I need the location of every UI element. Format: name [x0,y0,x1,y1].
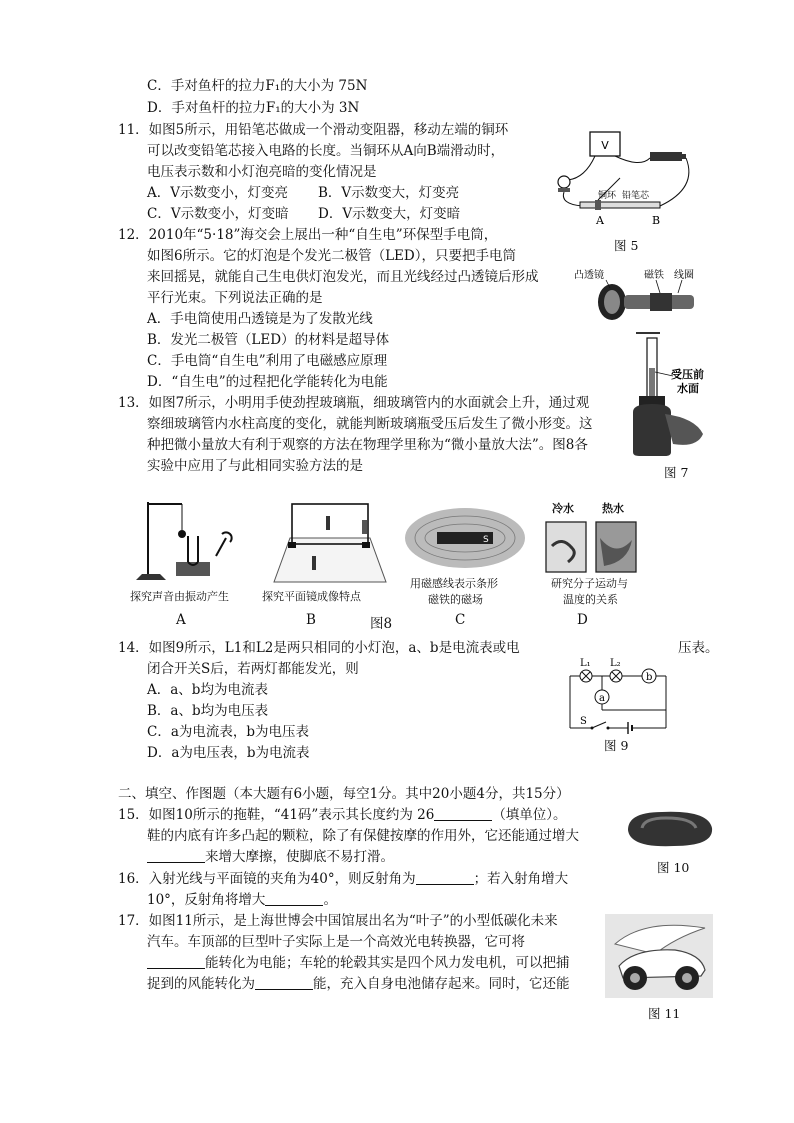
q16-stem-line1 [118,869,568,889]
figure-10-caption: 图 10 [657,860,690,875]
q15-blank-1[interactable] [434,806,492,821]
figure-8b-description: 探究平面镜成像特点 [262,590,361,603]
figure-8d-description-line1: 研究分子运动与 [551,577,628,590]
figure-8c-description-line2: 磁铁的磁场 [428,593,483,606]
q16-line2-end: 。 [323,892,337,908]
figure-5-circuit [540,128,700,228]
figure-11-leaf-car [605,914,713,998]
q13-stem-line4: 实验中应用了与此相同实验方法的是 [147,458,363,474]
q17-blank-1[interactable] [147,954,205,969]
q14-option-b: B．a、b均为电压表 [147,703,269,719]
q10-option-c: C．手对鱼杆的拉力F₁的大小为 75N [147,78,368,94]
q17-line4-start: 捉到的风能转化为 [147,976,255,992]
figure-9-caption: 图 9 [604,738,629,753]
q14-stem-line1-end: 压表。 [678,640,719,656]
q11-option-d: D．V示数变大，灯变暗 [318,206,461,222]
fig9-meter-a: a [599,693,605,704]
q16-line2-start: 10°，反射角将增大 [147,892,266,908]
figure-8b-plane-mirror [262,498,390,586]
fig6-magnet-label: 磁铁 [644,270,664,281]
q14-stem-line2: 闭合开关S后，若两灯都能发光，则 [147,661,359,677]
figure-5-caption: 图 5 [614,238,639,253]
figure-8a-tuning-fork [132,496,234,586]
q11-option-b: B．V示数变大，灯变亮 [318,185,460,201]
figure-9-circuit [562,652,674,738]
q14-option-a: A．a、b均为电流表 [147,682,268,698]
section-2-heading: 二、填空、作图题（本大题有6小题，每空1分。其中20小题4分，共15分） [118,786,570,802]
q15-line3-end: 来增大摩擦，使脚底不易打滑。 [205,849,394,865]
q10-option-d: D．手对鱼杆的拉力F₁的大小为 3N [147,100,360,116]
q11-stem-line1: 11．如图5所示，用铅笔芯做成一个滑动变阻器，移动左端的铜环 [118,122,509,138]
fig9-meter-b: b [646,672,653,683]
figure-8a-letter: A [176,612,186,628]
q15-stem-line2: 鞋的内底有许多凸起的颗粒，除了有保健按摩的作用外，它还能通过增大 [147,828,579,844]
voltmeter-label: V [601,139,609,152]
q17-line4-end: 能，充入自身电池储存起来。同时，它还能 [313,976,570,992]
figure-8d-letter: D [577,612,588,628]
fig7-label-line2: 水面 [677,382,699,395]
q16-line1-start: 16．入射光线与平面镜的夹角为40°，则反射角为 [118,871,416,887]
fig5-point-b: B [652,214,661,227]
q12-option-c: C．手电筒“自生电”利用了电磁感应原理 [147,353,388,369]
q15-stem-line3 [147,847,394,867]
figure-11-caption: 图 11 [648,1006,681,1021]
fig8d-hot-label: 热水 [602,502,624,515]
fig5-ring-label: 铜环 [598,191,617,201]
q17-stem-line2: 汽车。车顶部的巨型叶子实际上是一个高效光电转换器，它可将 [147,934,525,950]
q17-stem-line1: 17．如图11所示，是上海世博会中国馆展出名为“叶子”的小型低碳化未来 [118,913,558,929]
q12-option-d: D．“自生电”的过程把化学能转化为电能 [147,374,388,390]
q16-blank-2[interactable] [265,891,323,906]
q16-stem-line2 [147,890,337,910]
q16-line1-end: ；若入射角增大 [473,871,569,887]
figure-6-flashlight [570,266,705,332]
q14-option-c: C．a为电流表，b为电压表 [147,724,310,740]
figure-8d-beakers [542,518,642,574]
figure-7-caption: 图 7 [664,465,689,480]
figure-7-bottle [625,334,715,458]
q15-stem-line1 [118,805,567,825]
q12-stem-line2: 如图6所示。它的灯泡是个发光二极管（LED），只要把手电筒 [147,248,516,264]
q14-option-d: D．a为电压表，b为电流表 [147,745,310,761]
fig8d-cold-label: 冷水 [552,502,574,515]
q12-stem-line4: 平行光束。下列说法正确的是 [147,290,323,306]
fig9-l1-label: L₁ [580,658,591,669]
figure-8-caption: 图8 [370,616,393,632]
fig5-point-a: A [596,214,604,227]
q11-stem-line3: 电压表示数和小灯泡亮暗的变化情况是 [147,164,377,180]
figure-8c-description-line1: 用磁感线表示条形 [410,577,498,590]
fig9-switch-label: S [580,716,587,727]
fig5-lead-label: 铅笔芯 [622,191,650,201]
figure-8d-description-line2: 温度的关系 [563,593,618,606]
q17-blank-2[interactable] [255,975,313,990]
figure-8a-description: 探究声音由振动产生 [130,590,229,603]
q15-blank-2[interactable] [147,848,205,863]
fig7-label-line1: 受压前 [671,368,704,381]
q12-option-a: A．手电筒使用凸透镜是为了发散光线 [147,311,373,327]
q17-stem-line3 [147,953,570,973]
q16-blank-1[interactable] [416,870,474,885]
fig8c-s-pole: S [483,535,489,545]
q17-stem-line4 [147,974,570,994]
fig6-lens-label: 凸透镜 [574,270,604,281]
figure-10-slipper [622,806,718,852]
q12-option-b: B．发光二极管（LED）的材料是超导体 [147,332,390,348]
q11-option-a: A．V示数变小，灯变亮 [147,185,288,201]
q14-stem-line1: 14．如图9所示，L1和L2是两只相同的小灯泡，a、b是电流表或电 [118,640,520,656]
q12-stem-line1: 12．2010年“5·18”海交会上展出一种“自生电”环保型手电筒， [118,227,498,243]
q13-stem-line1: 13．如图7所示，小明用手使劲捏玻璃瓶，细玻璃管内的水面就会上升，通过观 [118,395,590,411]
q15-line1-start: 15．如图10所示的拖鞋，“41码”表示其长度约为 26 [118,807,435,823]
q13-stem-line3: 种把微小量放大有利于观察的方法在物理学里称为“微小量放大法”。图8各 [147,437,588,453]
q15-line1-end: （填单位）。 [492,807,567,823]
q17-line3-end: 能转化为电能；车轮的轮毂其实是四个风力发电机，可以把捕 [205,955,570,971]
fig6-coil-label: 线圈 [674,270,694,281]
q11-stem-line2: 可以改变铅笔芯接入电路的长度。当铜环从A向B端滑动时， [147,143,505,159]
figure-8c-letter: C [455,612,466,628]
figure-8b-letter: B [306,612,316,628]
fig9-l2-label: L₂ [610,658,621,669]
q12-stem-line3: 来回摇晃，就能自己生电供灯泡发光，而且光线经过凸透镜后形成 [147,269,539,285]
q13-stem-line2: 察细玻璃管内水柱高度的变化，就能判断玻璃瓶受压后发生了微小形变。这 [147,416,593,432]
q11-option-c: C．V示数变小，灯变暗 [147,206,289,222]
figure-8c-magnetic-field [403,506,527,570]
